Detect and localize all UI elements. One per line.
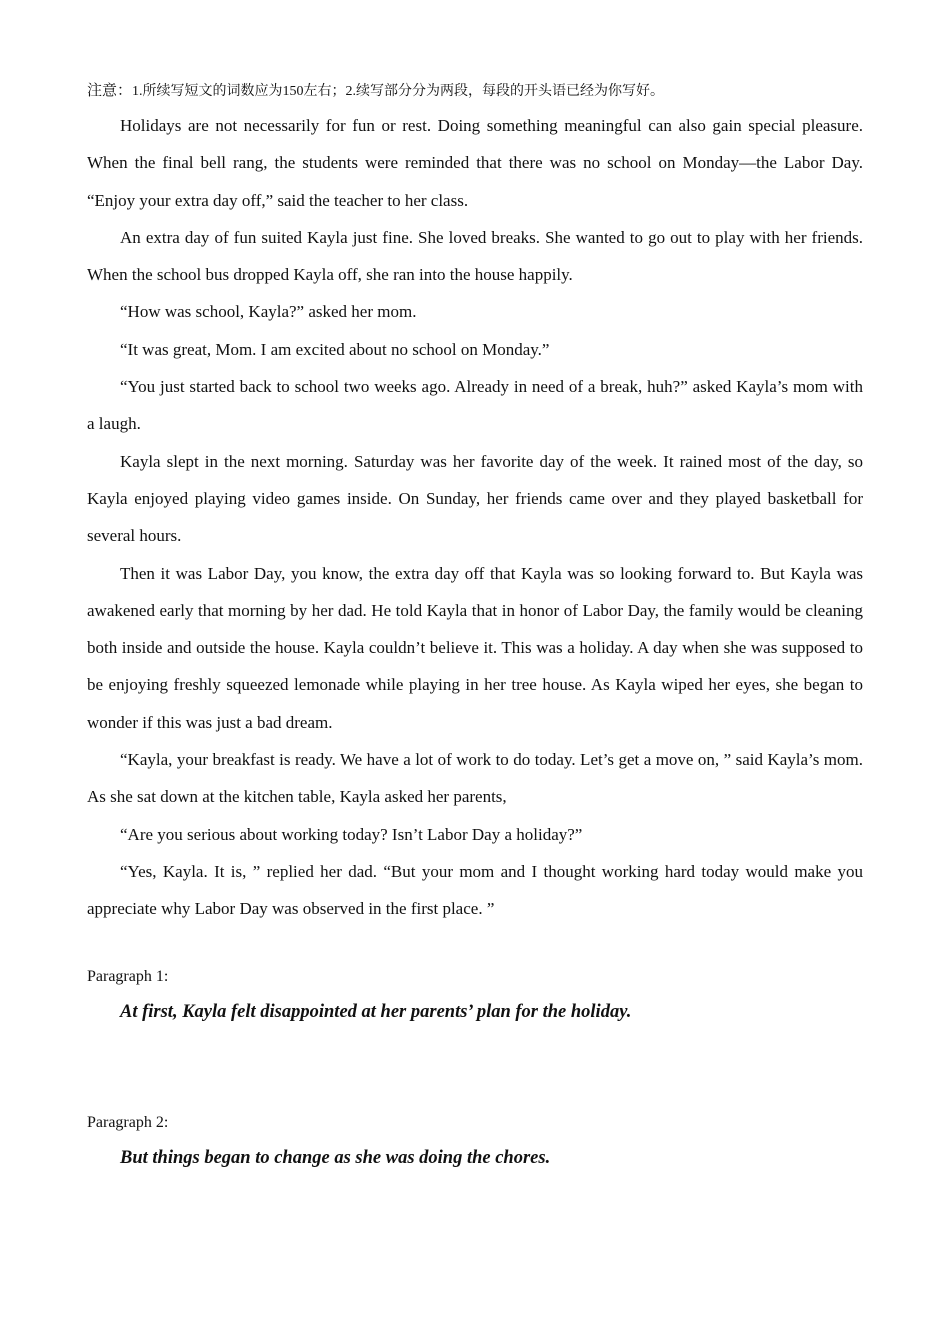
paragraph-2-label: Paragraph 2: — [87, 1113, 169, 1131]
note-text: 1.所续写短文的词数应为150左右；2.续写部分分为两段，每段的开头语已经为你写好。 — [132, 84, 665, 99]
story-body — [87, 107, 863, 928]
story-paragraph: Then it was Labor Day, you know, the extra day off that Kayla was so looking forward to. But Kayla was awakened early that morning by her dad. He told Kayla that in honor of Labor Day, the family would be cleaning both inside and outside the house. Kayla couldn’t believe it. This was a holiday. A day when she was supposed to be enjoying freshly squeezed lemonade while playing in her tree house. As Kayla wiped her eyes, she began to wonder if this was just a bad dream. — [87, 563, 863, 732]
paragraph-1-opening: At first, Kayla felt disappointed at her parents’ plan for the holiday. — [120, 1001, 632, 1022]
story-paragraph: “Yes, Kayla. It is, ” replied her dad. “But your mom and I thought working hard today would make you appreciate why Labor Day was observed in the first place. ” — [87, 861, 863, 919]
paragraph-2-opening: But things began to change as she was doing the chores. — [120, 1147, 551, 1168]
story-paragraph: “You just started back to school two weeks ago. Already in need of a break, huh?” asked Kayla’s mom with a laugh. — [87, 377, 863, 434]
story-paragraph: “How was school, Kayla?” asked her mom. — [120, 302, 417, 322]
spacer — [87, 928, 863, 962]
instruction-note — [87, 78, 863, 105]
document-page — [87, 78, 863, 1178]
note-lead: 注意： — [87, 83, 133, 99]
story-paragraph: An extra day of fun suited Kayla just fine. She loved breaks. She wanted to go out to play with her friends. When the school bus dropped Kayla off, she ran into the house happily. — [87, 227, 863, 285]
story-paragraph: Kayla slept in the next morning. Saturday was her favorite day of the week. It rained most of the day, so Kayla enjoyed playing video games inside. On Sunday, her friends came over and they played basketball for several hours. — [87, 451, 863, 546]
paragraph-1-label: Paragraph 1: — [87, 967, 169, 985]
story-paragraph: “Kayla, your breakfast is ready. We have a lot of work to do today. Let’s get a move on, ” said Kayla’s mom. As she sat down at the kitchen table, Kayla asked her parents, — [87, 750, 863, 807]
story-paragraph: “Are you serious about working today? Isn’t Labor Day a holiday?” — [120, 824, 583, 844]
writing-space-1 — [87, 1032, 863, 1108]
story-paragraph: “It was great, Mom. I am excited about no school on Monday.” — [120, 339, 550, 359]
story-paragraph: Holidays are not necessarily for fun or rest. Doing something meaningful can also gain special pleasure. When the final bell rang, the students were reminded that there was no school on Monday—the Labor Day. “Enjoy your extra day off,” said the teacher to her class. — [87, 116, 863, 210]
